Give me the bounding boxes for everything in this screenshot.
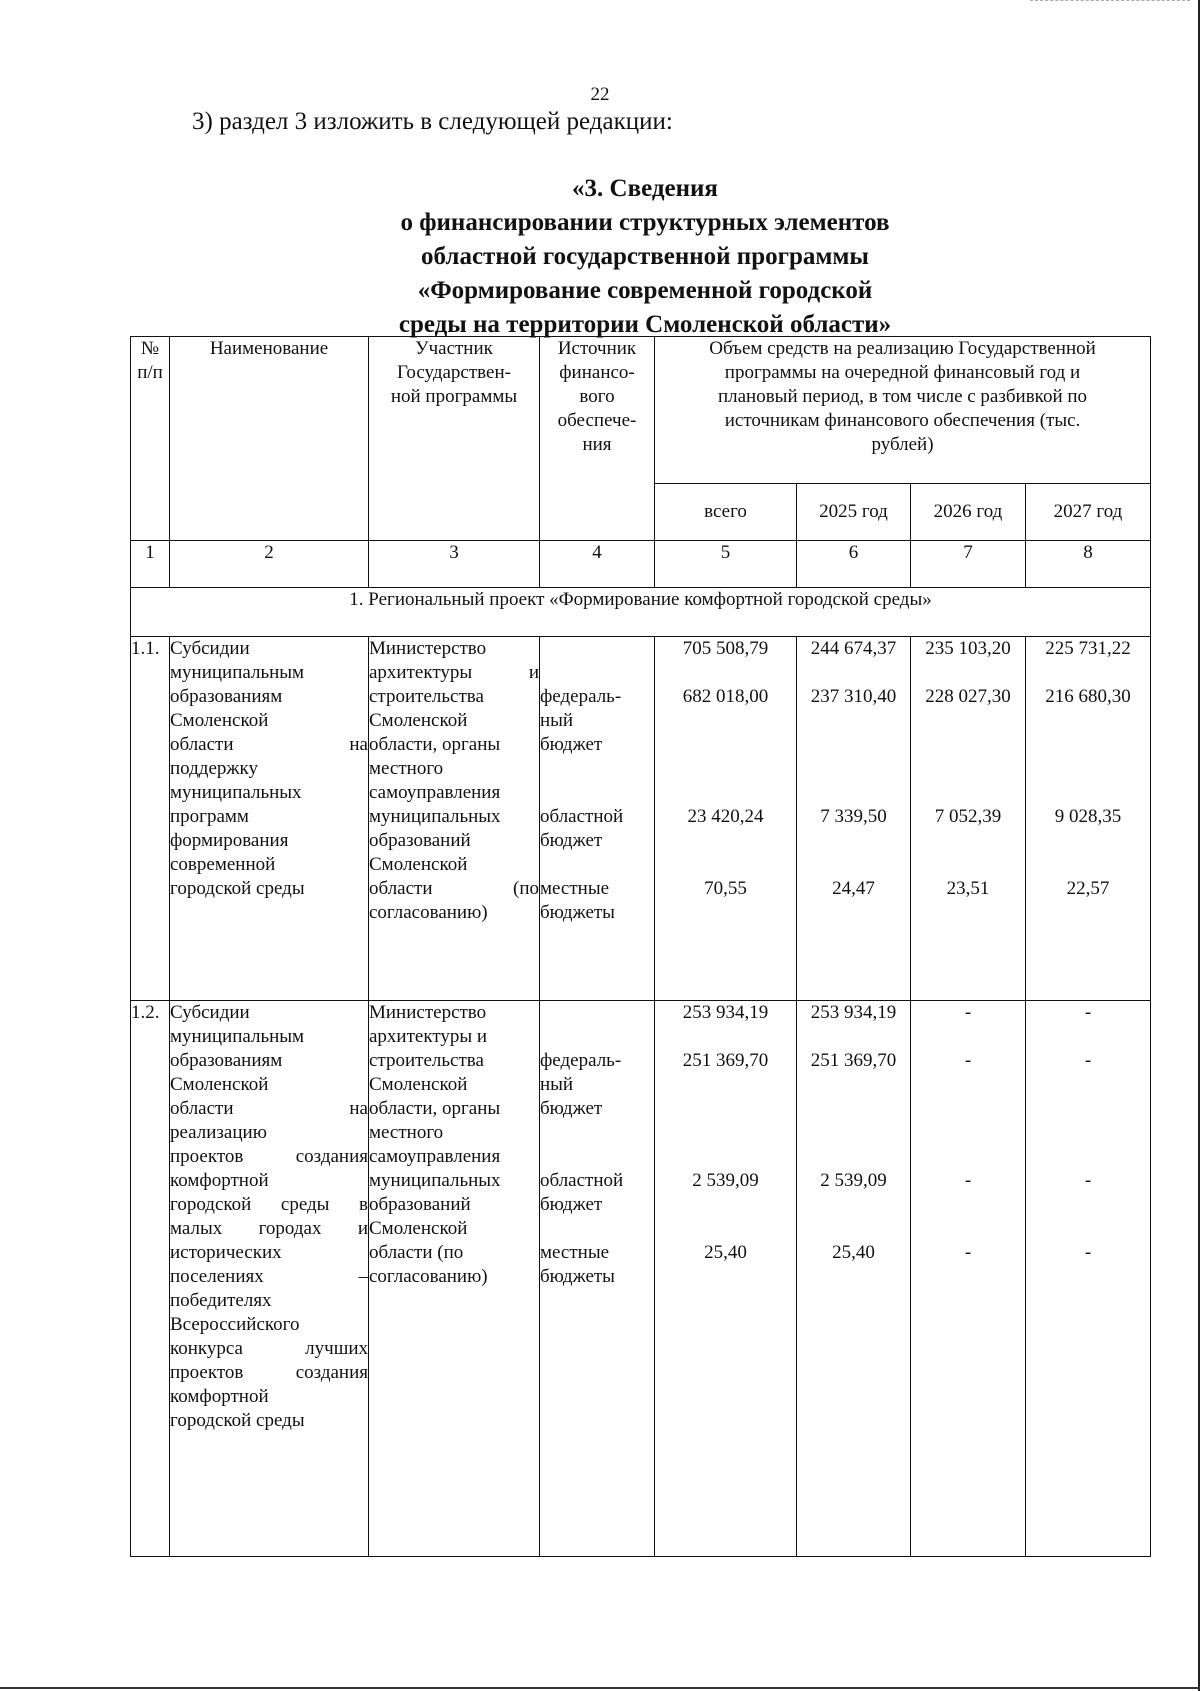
row-participant: Министерство архитектуры и строительства Смоленской области, органы местного самоуправления муниципальных образований Смоленской области (по согласованию) <box>369 637 540 1001</box>
row-2025: 244 674,37 237 310,40 7 339,50 24,47 <box>797 637 911 1001</box>
row-sources: федераль- ный бюджет областной бюджет местные бюджеты <box>540 1001 655 1557</box>
title-line: среды на территории Смоленской области» <box>398 311 892 338</box>
column-number: 7 <box>911 541 1026 588</box>
section-title <box>330 172 960 342</box>
scan-artifact <box>1030 0 1190 2</box>
header-2027: 2027 год <box>1026 484 1151 541</box>
financing-table <box>130 336 1151 1557</box>
row-number: 1.1. <box>131 637 170 1001</box>
column-number: 1 <box>131 541 170 588</box>
row-total: 253 934,19 251 369,70 2 539,09 25,40 <box>655 1001 797 1557</box>
row-name: Субсидии муниципальным образованиям Смоленской области на поддержку муниципальных программ формирования современной городской среды <box>170 637 369 1001</box>
row-total: 705 508,79 682 018,00 23 420,24 70,55 <box>655 637 797 1001</box>
section-row <box>131 588 1151 637</box>
header-2025: 2025 год <box>797 484 911 541</box>
header-source: Источник финансо- вого обеспече- ния <box>540 337 655 541</box>
header-num: № п/п <box>131 337 170 541</box>
title-line: областной государственной программы <box>421 243 869 270</box>
table-row <box>131 637 1151 1001</box>
row-sources: федераль- ный бюджет областной бюджет местные бюджеты <box>540 637 655 1001</box>
column-number: 2 <box>170 541 369 588</box>
row-2026: - - - - <box>911 1001 1026 1557</box>
row-2026: 235 103,20 228 027,30 7 052,39 23,51 <box>911 637 1026 1001</box>
table-row <box>131 1001 1151 1557</box>
title-line: о финансировании структурных элементов <box>400 209 890 236</box>
row-2027: 225 731,22 216 680,30 9 028,35 22,57 <box>1026 637 1151 1001</box>
row-2027: - - - - <box>1026 1001 1151 1557</box>
row-number: 1.2. <box>131 1001 170 1557</box>
column-number: 3 <box>369 541 540 588</box>
column-number-row <box>131 541 1151 588</box>
header-total: всего <box>655 484 797 541</box>
column-number: 4 <box>540 541 655 588</box>
intro-text: 3) раздел 3 изложить в следующей редакции: <box>192 108 673 135</box>
row-participant: Министерство архитектуры и строительства Смоленской области, органы местного самоуправления муниципальных образований Смоленской области (по согласованию) <box>369 1001 540 1557</box>
row-name: Субсидии муниципальным образованиям Смоленской области на реализацию проектов создания комфортной городской среды в малых городах и исторических поселениях – победителях Всероссийского конкурса лучших проектов создания комфортной городской среды <box>170 1001 369 1557</box>
header-name: Наименование <box>170 337 369 541</box>
header-participant: Участник Государствен- ной программы <box>369 337 540 541</box>
title-line: «Формирование современной городской <box>417 277 873 304</box>
row-2025: 253 934,19 251 369,70 2 539,09 25,40 <box>797 1001 911 1557</box>
page-number: 22 <box>590 84 610 105</box>
scan-edge-bottom <box>0 1687 1200 1689</box>
column-number: 6 <box>797 541 911 588</box>
section-title-cell: 1. Региональный проект «Формирование комфортной городской среды» <box>131 588 1151 637</box>
title-line: «3. Сведения <box>572 175 718 202</box>
header-volume: Объем средств на реализацию Государственной программы на очередной финансовый год и плановый период, в том числе с разбивкой по источникам финансового обеспечения (тыс. рублей) <box>655 337 1151 484</box>
column-number: 5 <box>655 541 797 588</box>
column-number: 8 <box>1026 541 1151 588</box>
header-2026: 2026 год <box>911 484 1026 541</box>
